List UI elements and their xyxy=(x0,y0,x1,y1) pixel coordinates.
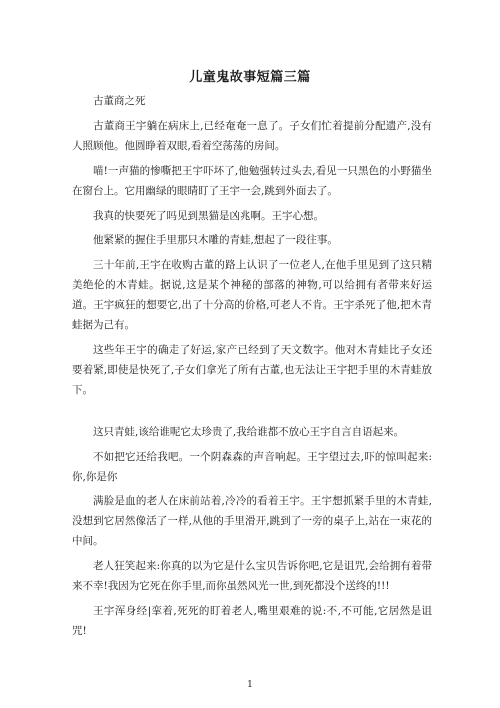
paragraph: 王宇浑身经|挛着,死死的盯着老人,嘴里艰难的说:不,不可能,它居然是诅咒! xyxy=(72,604,432,637)
paragraph: 老人狂笑起来:你真的以为它是什么宝贝告诉你吧,它是诅咒,会给拥有着带来不幸!我因为它死在你手里,而你虽然风光一世,到死都没个送终的!!! xyxy=(72,560,432,593)
paragraph: 满脸是血的老人在床前站着,冷冷的看着王宇。王宇想抓紧手里的木青蛙,没想到它居然像活了一样,从他的手里滑开,跳到了一旁的桌子上,站在一束花的中间。 xyxy=(72,495,432,548)
paragraph: 三十年前,王宇在收购古董的路上认识了一位老人,在他手里见到了这只精美绝伦的木青蛙。据说,这是某个神秘的部落的神物,可以给拥有者带来好运道。王宇疯狂的想要它,出了十分高的价格,可老人不肯。王宇杀死了他,把木青蛙据为己有。 xyxy=(72,259,432,332)
page-number: 1 xyxy=(247,680,253,690)
paragraph: 我真的快要死了吗见到黑猫是凶兆啊。王宇心想。 xyxy=(93,209,324,222)
paragraph: 他紧紧的握住手里那只木雕的青蛙,想起了一段往事。 xyxy=(93,234,338,247)
paragraph: 这些年王宇的确走了好运,家产已经到了天文数字。他对木青蛙比子女还要着紧,即使是快死了,子女们拿光了所有古董,也无法让王宇把手里的木青蛙放下。 xyxy=(72,343,432,396)
document-title: 儿童鬼故事短篇三篇 xyxy=(189,70,311,85)
paragraph: 喵!一声猫的惨嘶把王宇吓坏了,他勉强转过头去,看见一只黑色的小野猫坐在窗台上。它用幽绿的眼睛盯了王宇一会,跳到外面去了。 xyxy=(72,164,432,197)
paragraph: 不如把它还给我吧。一个阴森森的声音响起。王宇望过去,吓的惊叫起来:你,你是你 xyxy=(72,450,432,483)
paragraph: 这只青蛙,该给谁呢它太珍贵了,我给谁都不放心王宇自言自语起来。 xyxy=(93,425,405,438)
document-body xyxy=(72,92,432,647)
paragraph: 古董商王宇躺在病床上,已经奄奄一息了。子女们忙着提前分配遗产,没有人照顾他。他圆睁着双眼,看着空荡荡的房间。 xyxy=(72,119,432,152)
section-heading: 古董商之死 xyxy=(93,95,146,107)
